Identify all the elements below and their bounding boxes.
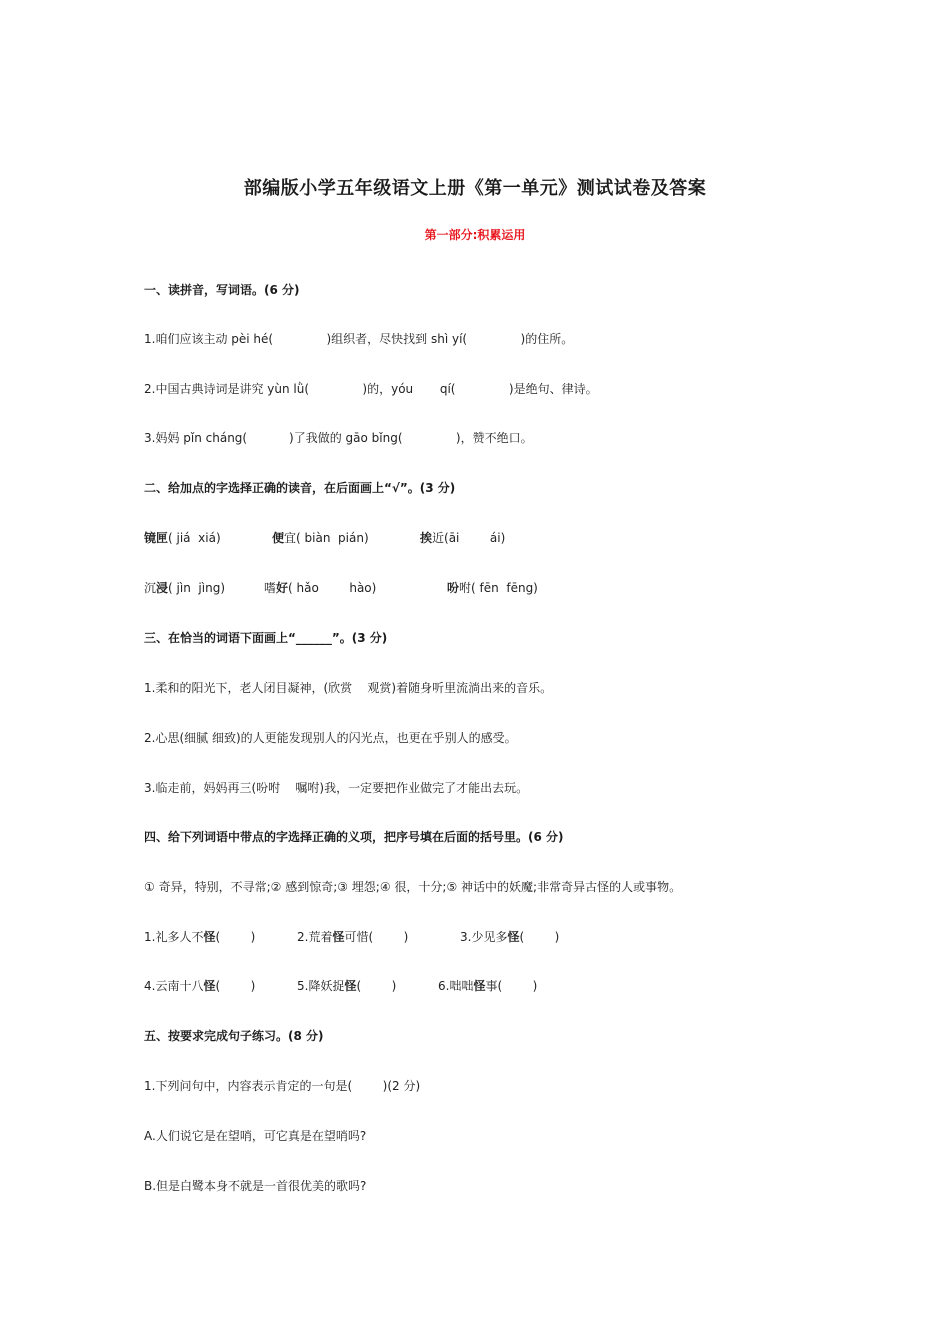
plain-char: 沉 bbox=[144, 581, 157, 595]
pronunciation-item bbox=[144, 530, 221, 546]
dotted-chars: 怪 bbox=[473, 979, 486, 993]
dotted-chars: 便 bbox=[272, 531, 285, 545]
dotted-chars: 挨 bbox=[420, 531, 433, 545]
section-4-heading: 四、给下列词语中带点的字选择正确的义项，把序号填在后面的括号里。(6 分) bbox=[144, 830, 564, 844]
pronunciation-item bbox=[264, 580, 376, 596]
question-1-3: 3.妈妈 pǐn cháng( )了我做的 gāo bǐng( )，赞不绝口。 bbox=[144, 431, 533, 445]
option-b: B.但是白鹭本身不就是一首很优美的歌吗? bbox=[144, 1179, 367, 1193]
pinyin-options: 近(āi ái) bbox=[432, 531, 506, 545]
meaning-options: ① 奇异，特别，不寻常;② 感到惊奇;③ 埋怨;④ 很，十分;⑤ 神话中的妖魔;非常奇异古怪的人或事物。 bbox=[144, 880, 682, 894]
dotted-chars: 怪 bbox=[344, 979, 357, 993]
pinyin-options: ( hǎo hào) bbox=[288, 581, 377, 595]
plain-char: 嗜 bbox=[264, 581, 277, 595]
meaning-item: 2.荒着怪可惜( ) bbox=[297, 930, 409, 944]
pinyin-options: 宜( biàn pián) bbox=[284, 531, 369, 545]
section-5-heading: 五、按要求完成句子练习。(8 分) bbox=[144, 1029, 324, 1043]
dotted-chars: 吩 bbox=[447, 581, 460, 595]
dotted-chars: 镜匣 bbox=[144, 531, 169, 545]
meaning-item: 5.降妖捉怪( ) bbox=[297, 979, 397, 993]
pronunciation-item bbox=[144, 580, 225, 596]
question-1-2: 2.中国古典诗词是讲究 yùn lǜ( )的，yóu qí( )是绝句、律诗。 bbox=[144, 382, 598, 396]
pinyin-options: ( jìn jìng) bbox=[168, 581, 226, 595]
pronunciation-item bbox=[272, 530, 369, 546]
dotted-chars: 浸 bbox=[156, 581, 169, 595]
question-3-3: 3.临走前，妈妈再三(吩咐 嘱咐)我，一定要把作业做完了才能出去玩。 bbox=[144, 781, 529, 795]
section-3-heading: 三、在恰当的词语下面画上“______”。(3 分) bbox=[144, 631, 388, 645]
dotted-chars: 怪 bbox=[507, 930, 520, 944]
section-1-heading: 一、读拼音，写词语。(6 分) bbox=[144, 283, 300, 297]
dotted-chars: 好 bbox=[276, 581, 289, 595]
pronunciation-item bbox=[420, 530, 505, 546]
question-3-1: 1.柔和的阳光下，老人闭目凝神，(欣赏 观赏)着随身听里流淌出来的音乐。 bbox=[144, 681, 553, 695]
dotted-chars: 怪 bbox=[203, 930, 216, 944]
pronunciation-item bbox=[447, 580, 538, 596]
question-3-2: 2.心思(细腻 细致)的人更能发现别人的闪光点，也更在乎别人的感受。 bbox=[144, 731, 517, 745]
question-1-1: 1.咱们应该主动 pèi hé( )组织者，尽快找到 shì yí( )的住所。 bbox=[144, 332, 574, 346]
meaning-item: 3.少见多怪( ) bbox=[460, 930, 560, 944]
pinyin-options: 咐( fēn fēng) bbox=[459, 581, 538, 595]
meaning-item: 1.礼多人不怪( ) bbox=[144, 930, 256, 944]
meaning-item: 6.咄咄怪事( ) bbox=[438, 979, 538, 993]
meaning-item: 4.云南十八怪( ) bbox=[144, 979, 256, 993]
option-a: A.人们说它是在望哨，可它真是在望哨吗? bbox=[144, 1129, 367, 1143]
section-2-heading: 二、给加点的字选择正确的读音，在后面画上“√”。(3 分) bbox=[144, 481, 456, 495]
pinyin-options: ( jiá xiá) bbox=[168, 531, 221, 545]
part-heading: 第一部分:积累运用 bbox=[424, 228, 526, 242]
document-title: 部编版小学五年级语文上册《第一单元》测试试卷及答案 bbox=[243, 178, 707, 199]
question-5-1: 1.下列问句中，内容表示肯定的一句是( )(2 分) bbox=[144, 1079, 421, 1093]
dotted-chars: 怪 bbox=[203, 979, 216, 993]
dotted-chars: 怪 bbox=[332, 930, 345, 944]
